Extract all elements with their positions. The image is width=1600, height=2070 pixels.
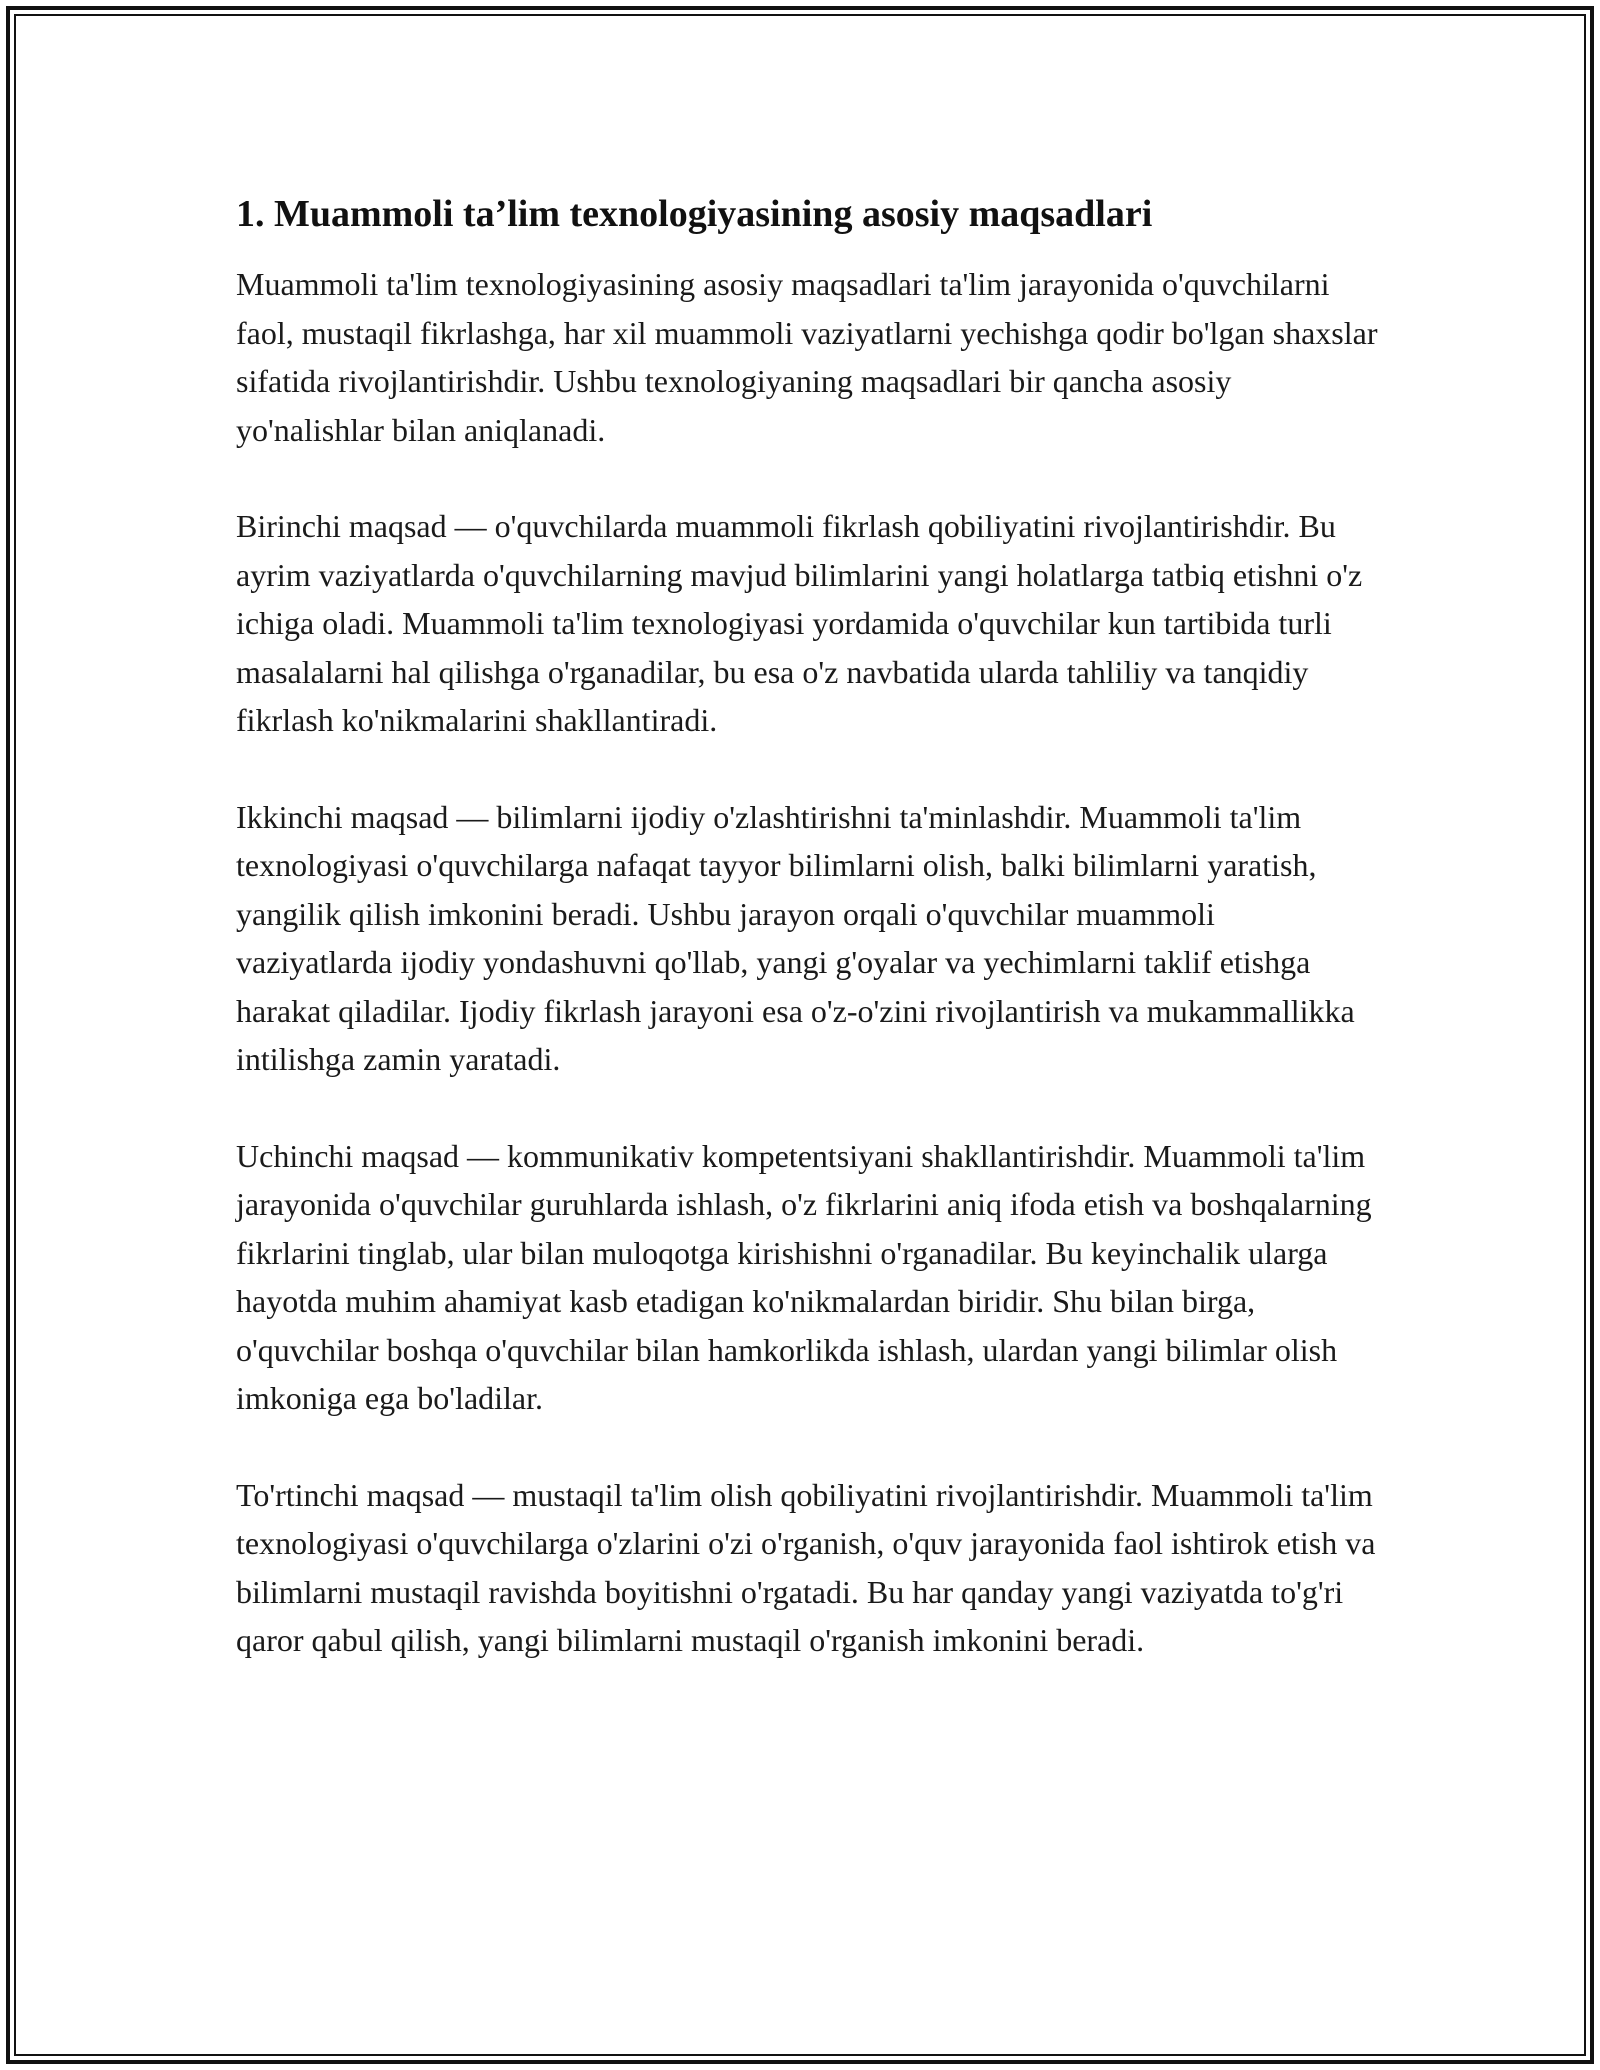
paragraph-intro: Muammoli ta'lim texnologiyasining asosiy maqsadlari ta'lim jarayonida o'quvchilarni faol, mustaqil fikrlashga, har xil muammoli vaziyatlarni yechishga qodir bo'lgan shaxslar sifatida rivojlantirishdir. Ushbu texnologiyaning maqsadlari bir qancha asosiy yo'nalishlar bilan aniqlanadi. [236,266,1378,448]
paragraph-second-goal: Ikkinchi maqsad — bilimlarni ijodiy o'zlashtirishni ta'minlashdir. Muammoli ta'lim texnologiyasi o'quvchilarga nafaqat tayyor bilimlarni olish, balki bilimlarni yaratish, yangilik qilish imkonini beradi. Ushbu jarayon orqali o'quvchilar muammoli vaziyatlarda ijodiy yondashuvni qo'llab, yangi g'oyalar va yechimlarni taklif etishga harakat qiladilar. Ijodiy fikrlash jarayoni esa o'z-o'zini rivojlantirish va mukammallikka intilishga zamin yaratadi. [236,798,1355,1077]
document-body [236,188,1378,1713]
paragraph-third-goal: Uchinchi maqsad — kommunikativ kompetentsiyani shakllantirishdir. Muammoli ta'lim jarayonida o'quvchilar guruhlarda ishlash, o'z fikrlarini aniq ifoda etish va boshqalarning fikrlarini tinglab, ular bilan muloqotga kirishishni o'rganadilar. Bu keyinchalik ularga hayotda muhim ahamiyat kasb etadigan ko'nikmalardan biridir. Shu bilan birga, o'quvchilar boshqa o'quvchilar bilan hamkorlikda ishlash, ulardan yangi bilimlar olish imkoniga ega bo'ladilar. [236,1137,1372,1416]
paragraph-fourth-goal: To'rtinchi maqsad — mustaqil ta'lim olish qobiliyatini rivojlantirishdir. Muammoli ta'lim texnologiyasi o'quvchilarga o'zlarini o'zi o'rganish, o'quv jarayonida faol ishtirok etish va bilimlarni mustaqil ravishda boyitishni o'rgatadi. Bu har qanday yangi vaziyatda to'g'ri qaror qabul qilish, yangi bilimlarni mustaqil o'rganish imkonini beradi. [236,1476,1376,1658]
paragraph-first-goal: Birinchi maqsad — o'quvchilarda muammoli fikrlash qobiliyatini rivojlantirishdir. Bu ayrim vaziyatlarda o'quvchilarning mavjud bilimlarini yangi holatlarga tatbiq etishni o'z ichiga oladi. Muammoli ta'lim texnologiyasi yordamida o'quvchilar kun tartibida turli masalalarni hal qilishga o'rganadilar, bu esa o'z navbatida ularda tahliliy va tanqidiy fikrlash ko'nikmalarini shakllantiradi. [236,508,1363,738]
section-heading: 1. Muammoli ta’lim texnologiyasining asosiy maqsadlari [236,193,1153,235]
